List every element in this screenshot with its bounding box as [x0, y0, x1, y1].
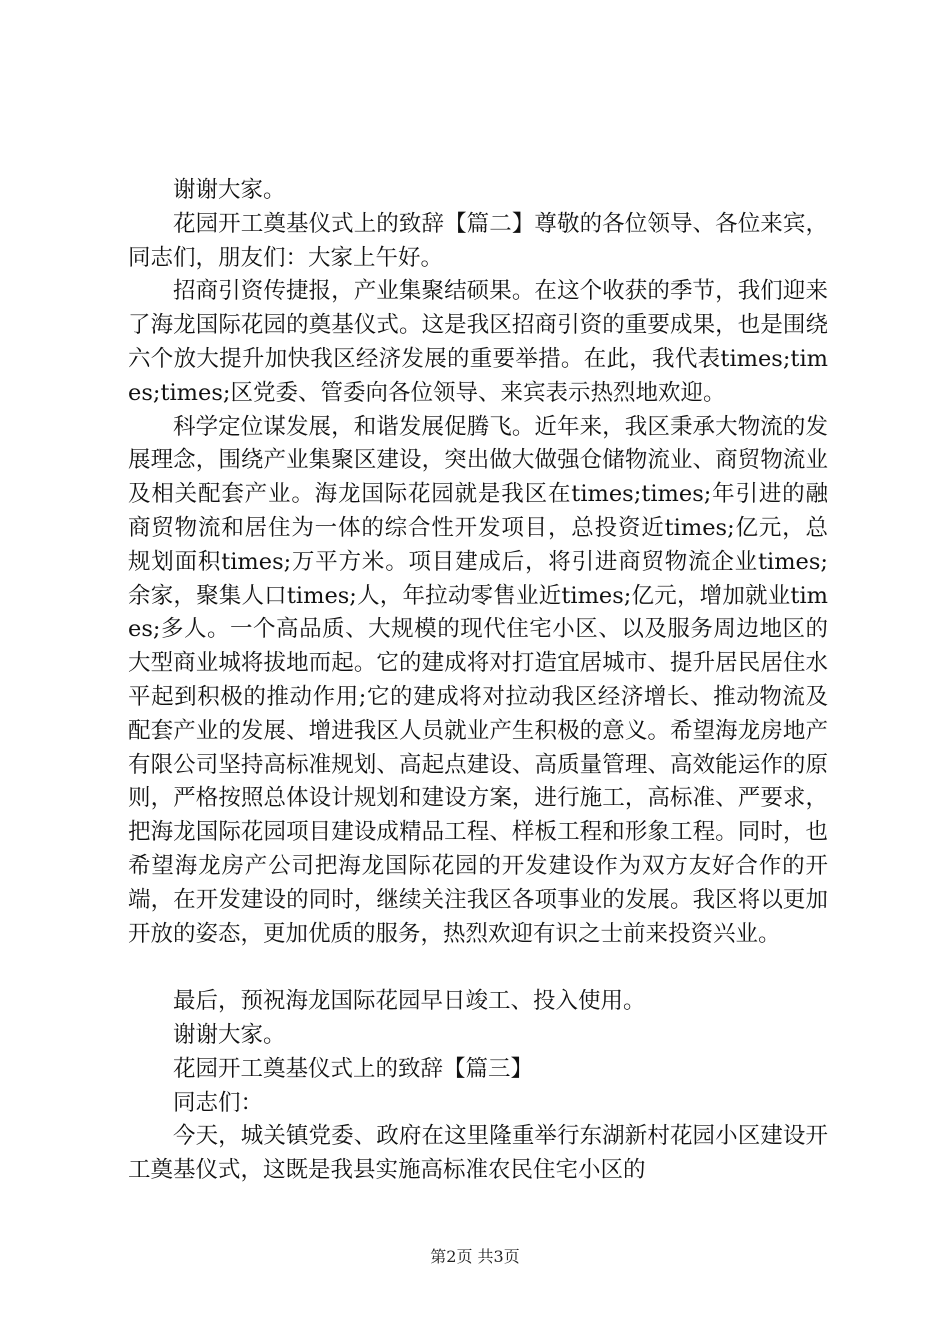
paragraph-gap	[128, 951, 828, 985]
paragraph-section-two-heading: 花园开工奠基仪式上的致辞【篇二】尊敬的各位领导、各位来宾，同志们，朋友们：大家上午好。	[128, 210, 828, 271]
paragraph-investment: 招商引资传捷报，产业集聚结硕果。在这个收获的季节，我们迎来了海龙国际花园的奠基仪式。这是我区招商引资的重要成果，也是围绕六个放大提升加快我区经济发展的重要举措。在此，我代表times;times;times;区党委、管委向各位领导、来宾表示热烈地欢迎。	[128, 278, 828, 406]
paragraph-thanks-2: 谢谢大家。	[173, 1021, 286, 1048]
paragraph-salutation: 同志们：	[173, 1089, 264, 1116]
paragraph-section-three-body: 今天，城关镇党委、政府在这里隆重举行东湖新村花园小区建设开工奠基仪式，这既是我县实施高标准农民住宅小区的	[128, 1123, 828, 1184]
page-number-footer: 第2页 共3页	[430, 1247, 520, 1266]
document-body	[128, 174, 828, 1188]
paragraph-closing-wish: 最后，预祝海龙国际花园早日竣工、投入使用。	[173, 988, 646, 1015]
paragraph-thanks: 谢谢大家。	[173, 177, 286, 203]
paragraph-section-three-heading: 花园开工奠基仪式上的致辞【篇三】	[173, 1055, 534, 1082]
paragraph-development: 科学定位谋发展，和谐发展促腾飞。近年来，我区秉承大物流的发展理念，围绕产业集聚区建设，突出做大做强仓储物流业、商贸物流业及相关配套产业。海龙国际花园就是我区在times;times;年引进的融商贸物流和居住为一体的综合性开发项目，总投资近times;亿元，总规划面积times;万平方米。项目建成后，将引进商贸物流企业times;余家，聚集人口times;人，年拉动零售业近times;亿元，增加就业times;多人。一个高品质、大规模的现代住宅小区、以及服务周边地区的大型商业城将拔地而起。它的建成将对打造宜居城市、提升居民居住水平起到积极的推动作用;它的建成将对拉动我区经济增长、推动物流及配套产业的发展、增进我区人员就业产生积极的意义。希望海龙房地产有限公司坚持高标准规划、高起点建设、高质量管理、高效能运作的原则，严格按照总体设计规划和建设方案，进行施工，高标准、严要求，把海龙国际花园项目建设成精品工程、样板工程和形象工程。同时，也希望海龙房产公司把海龙国际花园的开发建设作为双方友好合作的开端，在开发建设的同时，继续关注我区各项事业的发展。我区将以更加开放的姿态，更加优质的服务，热烈欢迎有识之士前来投资兴业。	[128, 413, 828, 947]
